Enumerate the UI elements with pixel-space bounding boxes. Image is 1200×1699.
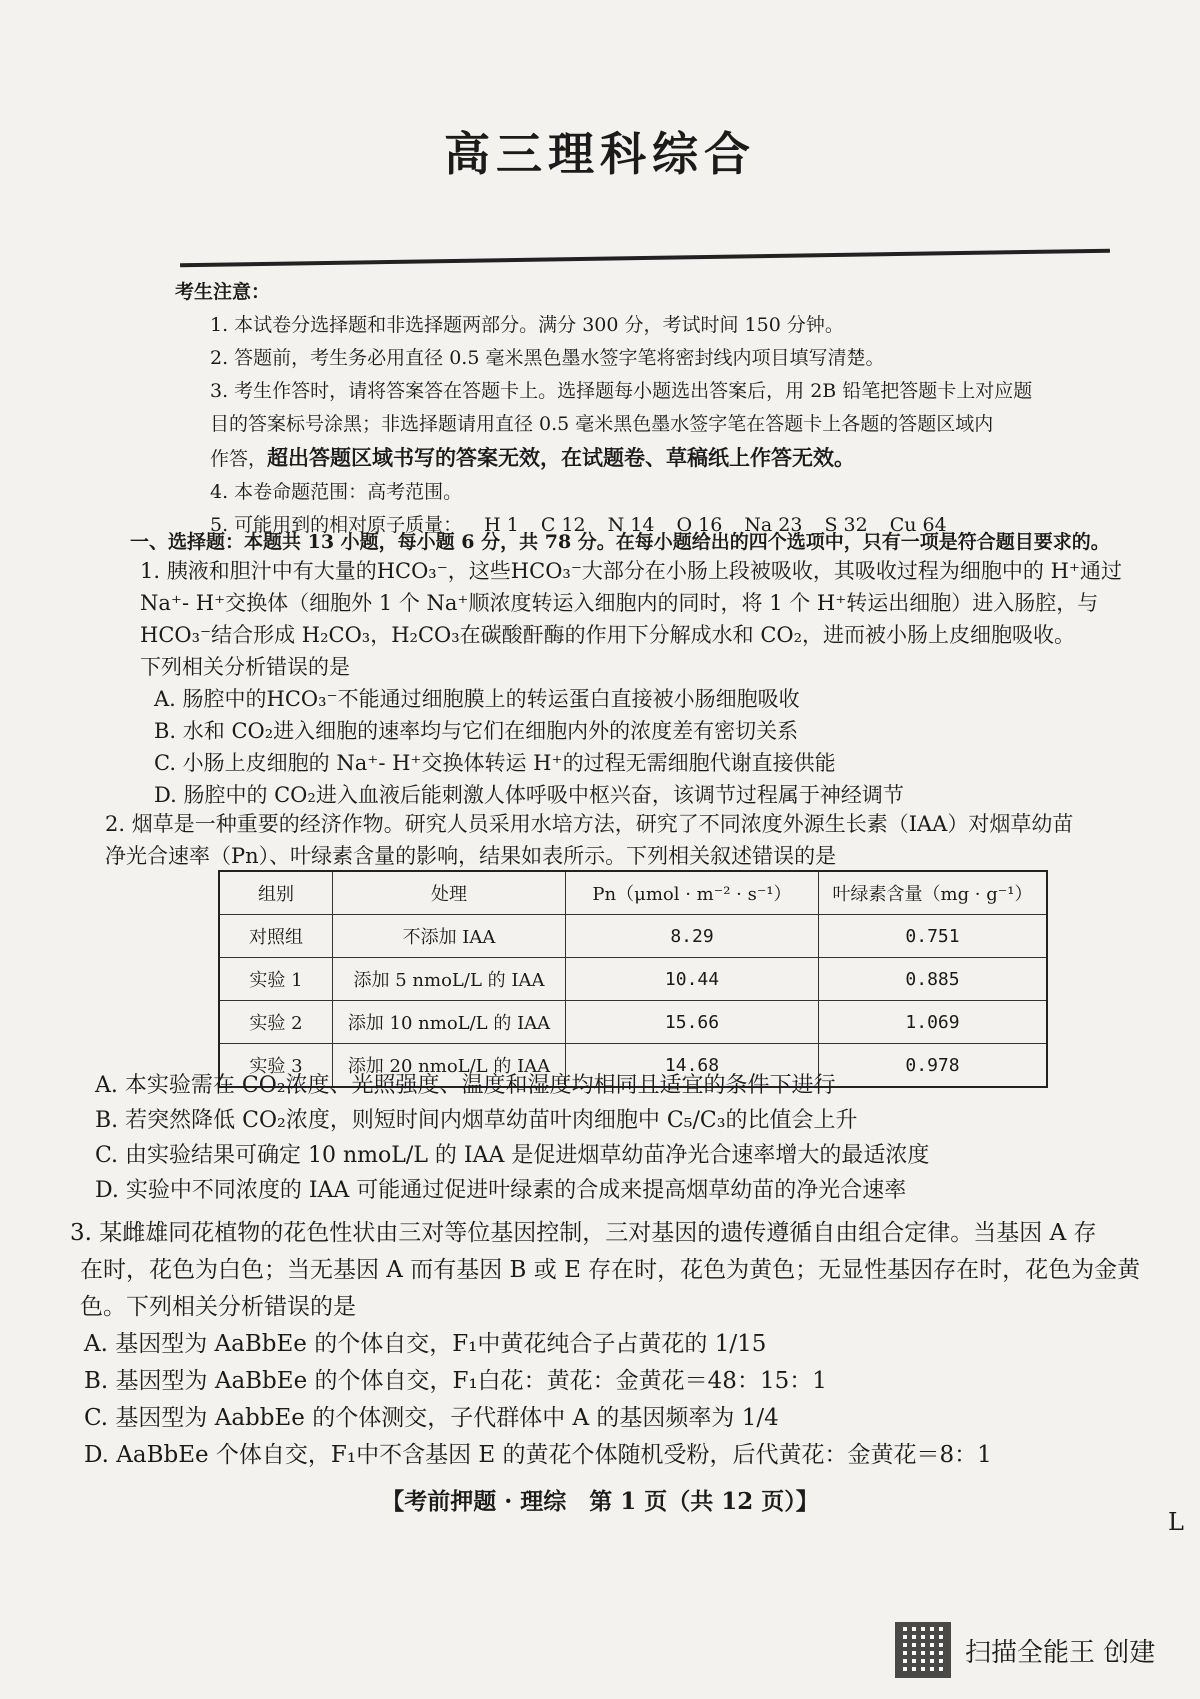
table-cell: 10.44 — [566, 958, 819, 1001]
corner-mark: L — [1168, 1508, 1184, 1536]
section-heading: 一、选择题：本题共 13 小题，每小题 6 分，共 78 分。在每小题给出的四个选项中，只有一项是符合题目要求的。 — [130, 531, 1110, 553]
page-title: 高三理科综合 — [444, 127, 756, 181]
table-cell: 0.885 — [819, 958, 1048, 1001]
table-cell: 1.069 — [819, 1001, 1048, 1044]
question-stem: HCO₃⁻结合形成 H₂CO₃，H₂CO₃在碳酸酐酶的作用下分解成水和 CO₂，进而被小肠上皮细胞吸收。 — [140, 623, 1076, 647]
column-header: 叶绿素含量（mg · g⁻¹） — [819, 871, 1048, 915]
table-cell: 添加 20 nmoL/L 的 IAA — [333, 1044, 566, 1088]
option-c: C. 基因型为 AabbEe 的个体测交，子代群体中 A 的基因频率为 1/4 — [84, 1405, 779, 1431]
notice-item: 2. 答题前，考生务必用直径 0.5 毫米黑色墨水签字笔将密封线内项目填写清楚。 — [210, 347, 885, 369]
table-cell: 对照组 — [219, 915, 333, 958]
option-a: A. 肠腔中的HCO₃⁻不能通过细胞膜上的转运蛋白直接被小肠细胞吸收 — [154, 687, 800, 711]
scanner-watermark — [895, 1620, 1155, 1680]
option-d: D. 实验中不同浓度的 IAA 可能通过促进叶绿素的合成来提高烟草幼苗的净光合速率 — [95, 1178, 907, 1203]
qr-code-icon — [895, 1622, 951, 1678]
mass-value: H 1 — [484, 514, 519, 536]
notice-item: 4. 本卷命题范围：高考范围。 — [210, 481, 463, 503]
table-cell: 实验 3 — [219, 1044, 333, 1088]
option-b: B. 若突然降低 CO₂浓度，则短时间内烟草幼苗叶肉细胞中 C₅/C₃的比值会上升 — [95, 1108, 858, 1133]
mass-value: N 14 — [607, 514, 655, 536]
table-cell: 15.66 — [566, 1001, 819, 1044]
option-c: C. 小肠上皮细胞的 Na⁺- H⁺交换体转运 H⁺的过程无需细胞代谢直接供能 — [154, 751, 836, 775]
option-b: B. 水和 CO₂进入细胞的速率均与它们在细胞内外的浓度差有密切关系 — [154, 719, 799, 743]
column-header: 组别 — [219, 871, 333, 915]
table-cell: 0.978 — [819, 1044, 1048, 1088]
notice-heading: 考生注意： — [175, 281, 271, 303]
notice-item-continued — [175, 441, 1135, 476]
notice-item: 1. 本试卷分选择题和非选择题两部分。满分 300 分，考试时间 150 分钟。 — [210, 314, 844, 336]
option-d: D. AaBbEe 个体自交，F₁中不含基因 E 的黄花个体随机受粉，后代黄花：金黄花＝8：1 — [84, 1442, 992, 1468]
option-a: A. 本实验需在 CO₂浓度、光照强度、温度和湿度均相同且适宜的条件下进行 — [95, 1073, 836, 1098]
question-2-options — [95, 1068, 1135, 1208]
mass-value: C 12 — [540, 514, 586, 536]
column-header: 处理 — [333, 871, 566, 915]
question-stem: 净光合速率（Pn）、叶绿素含量的影响，结果如表所示。下列相关叙述错误的是 — [105, 844, 837, 868]
candidate-notice — [175, 276, 1135, 542]
question-stem: 2. 烟草是一种重要的经济作物。研究人员采用水培方法，研究了不同浓度外源生长素（IAA）对烟草幼苗 — [105, 812, 1074, 836]
question-stem: 色。下列相关分析错误的是 — [80, 1294, 356, 1320]
question-stem: 3. 某雌雄同花植物的花色性状由三对等位基因控制，三对基因的遗传遵循自由组合定律。当基因 A 存 — [70, 1220, 1097, 1246]
notice-item-continued: 目的答案标号涂黑；非选择题请用直径 0.5 毫米黑色墨水签字笔在答题卡上各题的答题区域内 — [210, 413, 994, 435]
option-c: C. 由实验结果可确定 10 nmoL/L 的 IAA 是促进烟草幼苗净光合速率增大的最适浓度 — [95, 1143, 930, 1168]
column-header: Pn（μmol · m⁻² · s⁻¹） — [566, 871, 819, 915]
mass-value: S 32 — [824, 514, 868, 536]
table-header-row — [219, 871, 1047, 915]
notice-item: 3. 考生作答时，请将答案答在答题卡上。选择题每小题选出答案后，用 2B 铅笔把答题卡上对应题 — [210, 380, 1033, 402]
option-d: D. 肠腔中的 CO₂进入血液后能刺激人体呼吸中枢兴奋，该调节过程属于神经调节 — [154, 783, 904, 807]
masses-label: 5. 可能用到的相对原子质量： — [210, 514, 463, 536]
question-2 — [105, 808, 1135, 872]
table-cell: 14.68 — [566, 1044, 819, 1088]
question-stem: Na⁺- H⁺交换体（细胞外 1 个 Na⁺顺浓度转运入细胞内的同时，将 1 个 H⁺转运出细胞）进入肠腔，与 — [140, 591, 1099, 615]
mass-value: Na 23 — [744, 514, 803, 536]
question-3 — [70, 1215, 1145, 1474]
option-a: A. 基因型为 AaBbEe 的个体自交，F₁中黄花纯合子占黄花的 1/15 — [84, 1331, 767, 1357]
table-row — [219, 1001, 1047, 1044]
table-cell: 实验 1 — [219, 958, 333, 1001]
results-table — [218, 870, 1048, 1088]
table-cell: 0.751 — [819, 915, 1048, 958]
table-row — [219, 915, 1047, 958]
scanner-label: 扫描全能王 创建 — [965, 1637, 1156, 1668]
option-b: B. 基因型为 AaBbEe 的个体自交，F₁白花：黄花：金黄花＝48：15：1 — [84, 1368, 827, 1394]
question-1 — [140, 555, 1130, 811]
mass-value: O 16 — [676, 514, 723, 536]
question-stem: 下列相关分析错误的是 — [140, 655, 350, 679]
page-footer: 【考前押题 · 理综 第 1 页（共 12 页）】 — [381, 1488, 819, 1515]
table-row — [219, 958, 1047, 1001]
table-cell: 添加 10 nmoL/L 的 IAA — [333, 1001, 566, 1044]
table-cell: 实验 2 — [219, 1001, 333, 1044]
table-cell: 不添加 IAA — [333, 915, 566, 958]
question-stem: 1. 胰液和胆汁中有大量的HCO₃⁻，这些HCO₃⁻大部分在小肠上段被吸收，其吸收过程为细胞中的 H⁺通过 — [140, 559, 1122, 583]
table-cell: 8.29 — [566, 915, 819, 958]
header-divider — [180, 249, 1110, 268]
notice-warning: 超出答题区域书写的答案无效，在试题卷、草稿纸上作答无效。 — [267, 445, 856, 470]
table-cell: 添加 5 nmoL/L 的 IAA — [333, 958, 566, 1001]
notice-text: 作答， — [210, 448, 268, 470]
question-stem: 在时，花色为白色；当无基因 A 而有基因 B 或 E 存在时，花色为黄色；无显性基因存在时，花色为金黄 — [80, 1257, 1141, 1283]
mass-value: Cu 64 — [889, 514, 947, 536]
